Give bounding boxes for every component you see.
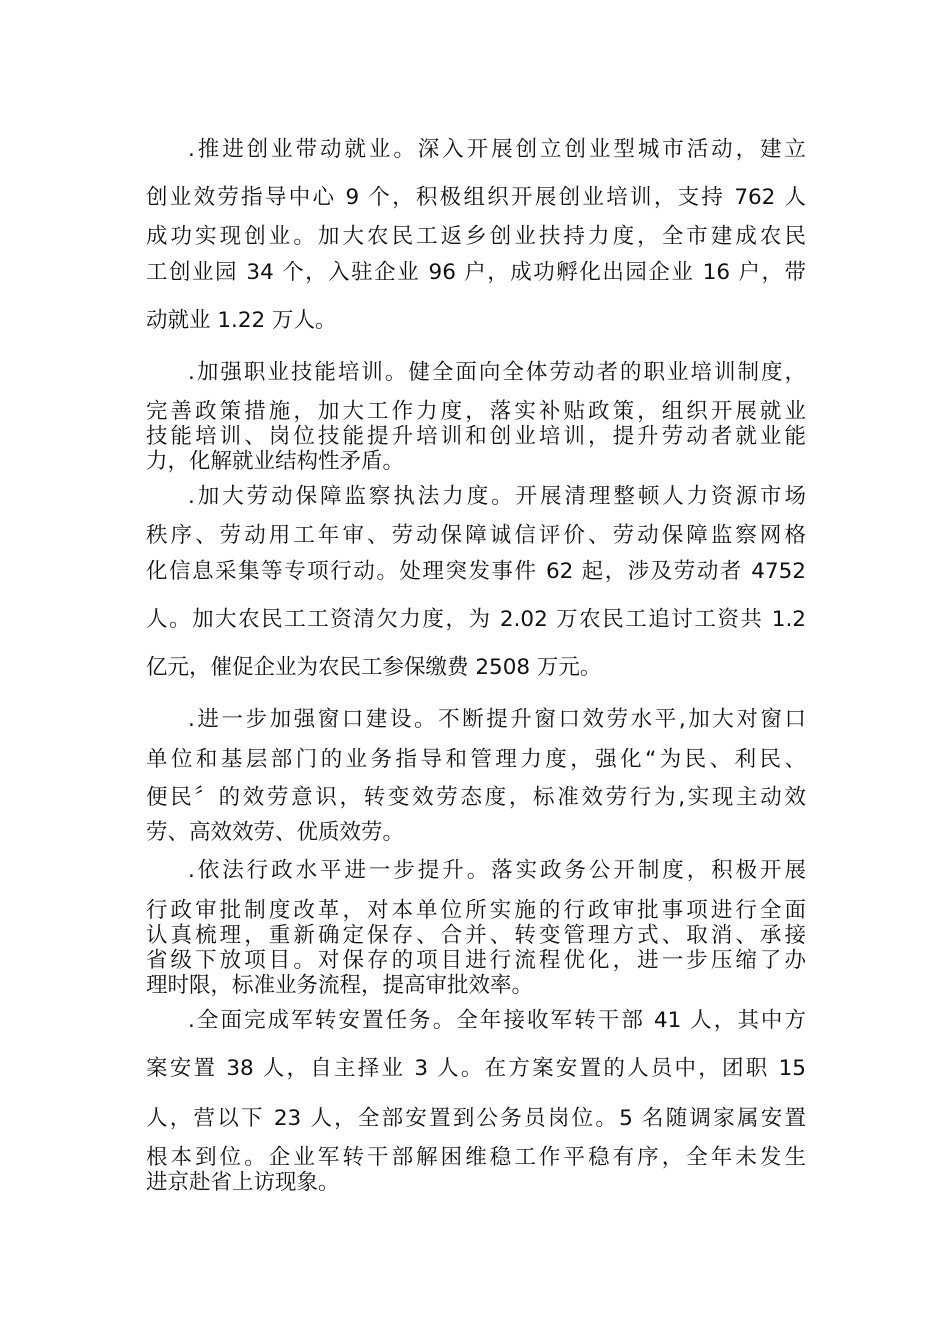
text-line: 进京赴省上访现象。 [146, 1170, 340, 1195]
text-line: 省级下放项目。对保存的项目进行流程优化，进一步压缩了办 [146, 948, 806, 973]
text-line: 创业效劳指导中心 9 个，积极组织开展创业培训，支持 762 人 [146, 185, 806, 210]
text-line: 根本到位。企业军转干部解困维稳工作平稳有序，全年未发生 [146, 1145, 806, 1170]
text-line: 单位和基层部门的业务指导和管理力度，强化“为民、利民、 [146, 747, 806, 772]
text-line: 理时限，标准业务流程，提高审批效率。 [146, 973, 534, 998]
text-line: 完善政策措施，加大工作力度，落实补贴政策，组织开展就业 [146, 399, 806, 424]
text-line: 成功实现创业。加大农民工返乡创业扶持力度，全市建成农民 [146, 224, 806, 249]
text-line: 便民〞的效劳意识，转变效劳态度，标准效劳行为,实现主动效 [146, 785, 806, 810]
text-line: 行政审批制度改革，对本单位所实施的行政审批事项进行全面 [146, 898, 806, 923]
text-line: 化信息采集等专项行动。处理突发事件 62 起，涉及劳动者 4752 [146, 559, 806, 584]
text-line: 人。加大农民工工资清欠力度，为 2.02 万农民工追讨工资共 1.2 [146, 607, 806, 632]
text-line: .依法行政水平进一步提升。落实政务公开制度，积极开展 [188, 858, 806, 883]
text-line: 劳、高效效劳、优质效劳。 [146, 820, 405, 845]
text-line: .推进创业带动就业。深入开展创立创业型城市活动，建立 [188, 137, 806, 162]
text-line: .进一步加强窗口建设。不断提升窗口效劳水平,加大对窗口 [188, 707, 806, 732]
text-line: 亿元，催促企业为农民工参保缴费 2508 万元。 [146, 655, 602, 680]
text-line: 工创业园 34 个，入驻企业 96 户，成功孵化出园企业 16 户，带 [146, 260, 806, 285]
text-line: .加大劳动保障监察执法力度。开展清理整顿人力资源市场 [188, 484, 806, 509]
text-line: 技能培训、岗位技能提升培训和创业培训，提升劳动者就业能 [146, 424, 806, 449]
text-line: 案安置 38 人，自主择业 3 人。在方案安置的人员中，团职 15 [146, 1056, 806, 1081]
text-line: 力，化解就业结构性矛盾。 [146, 449, 405, 474]
text-line: 认真梳理，重新确定保存、合并、转变管理方式、取消、承接 [146, 923, 806, 948]
text-line: 人，营以下 23 人，全部安置到公务员岗位。5 名随调家属安置 [146, 1106, 806, 1131]
text-line: 秩序、劳动用工年审、劳动保障诚信评价、劳动保障监察网格 [146, 523, 806, 548]
text-line: .全面完成军转安置任务。全年接收军转干部 41 人，其中方 [188, 1008, 806, 1033]
text-line: 动就业 1.22 万人。 [146, 308, 337, 333]
text-line: .加强职业技能培训。健全面向全体劳动者的职业培训制度， [188, 360, 806, 385]
